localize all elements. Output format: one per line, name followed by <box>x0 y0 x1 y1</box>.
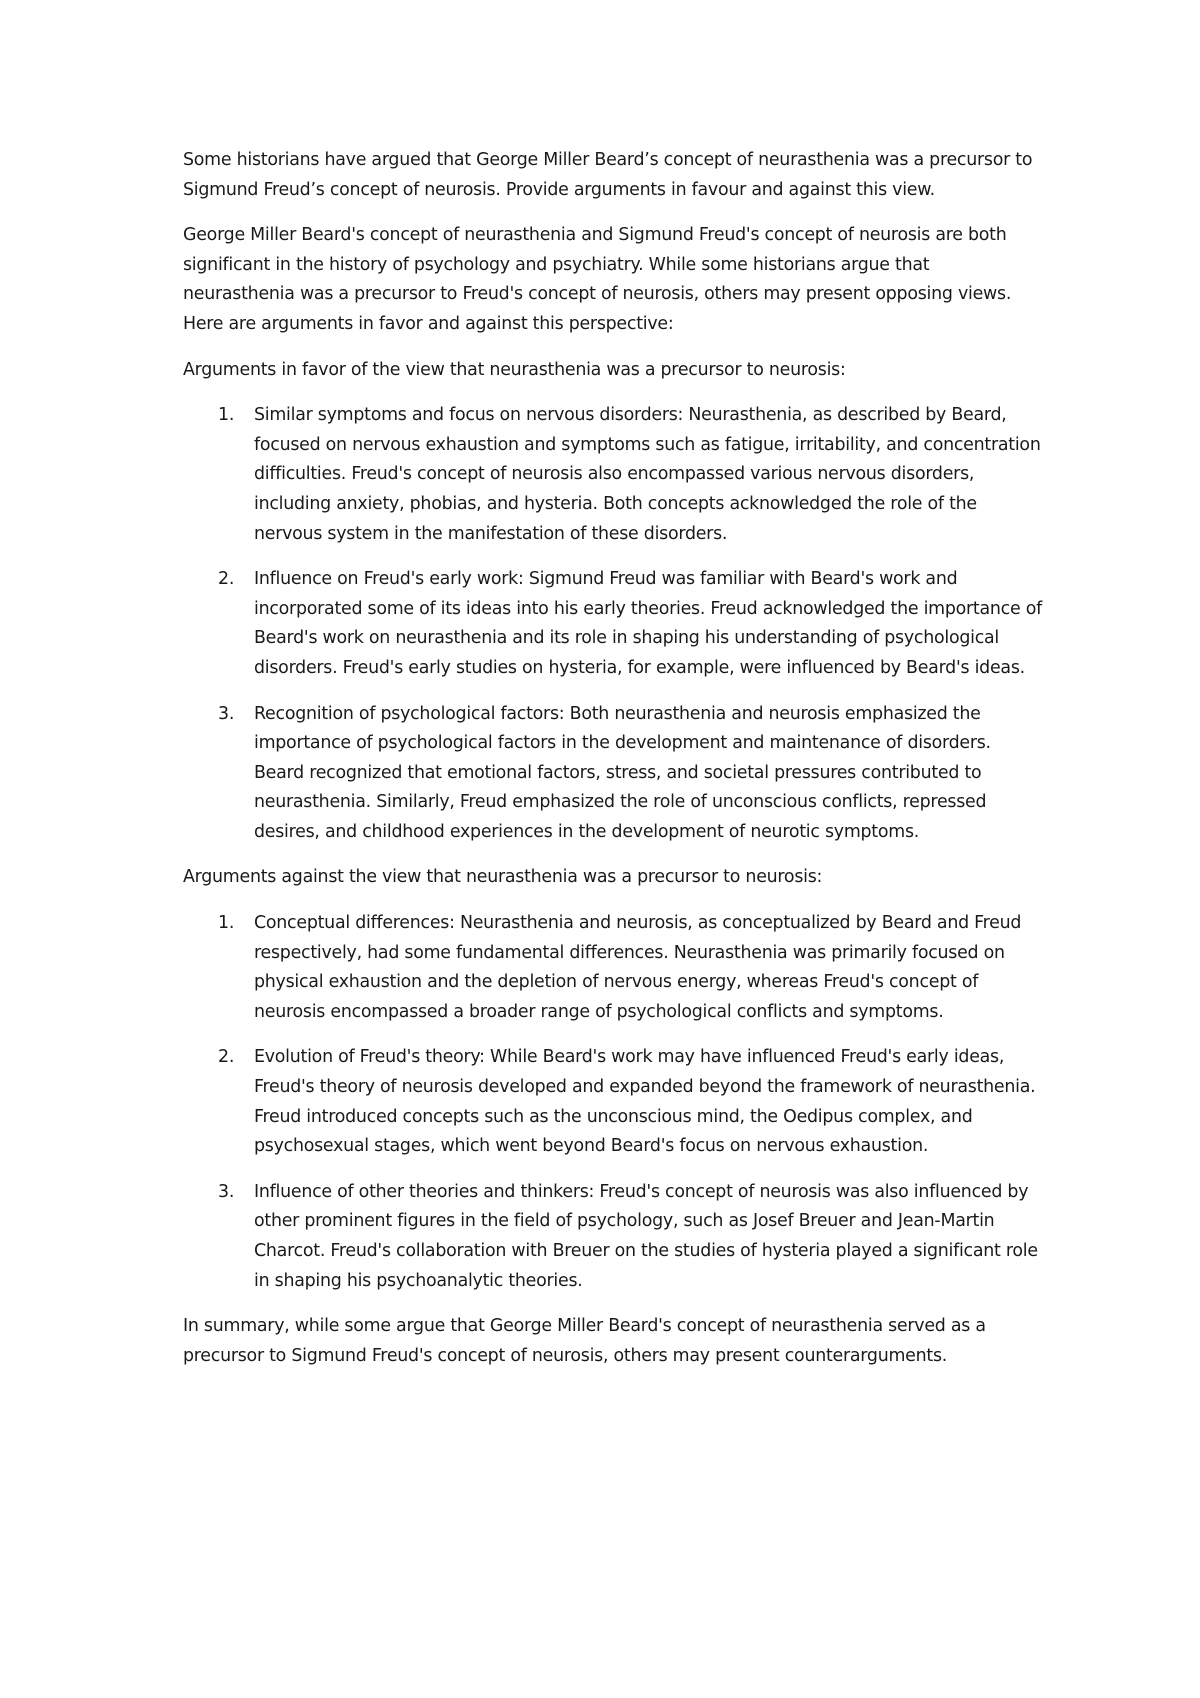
list-item <box>183 401 1043 549</box>
list-number: 2. <box>218 1047 235 1068</box>
essay-question: Some historians have argued that George Miller Beard’s concept of neurasthenia was a precursor to Sigmund Freud’s concept of neurosis. Provide arguments in favour and against this view. <box>183 150 1033 200</box>
list-number: 2. <box>218 569 235 590</box>
list-number: 1. <box>218 913 235 934</box>
list-item <box>183 1043 1043 1161</box>
list-item <box>183 700 1043 848</box>
list-item <box>183 909 1043 1027</box>
favor-list <box>183 401 1043 847</box>
list-item <box>183 565 1043 683</box>
list-item <box>183 1178 1043 1296</box>
list-item-text: Similar symptoms and focus on nervous disorders: Neurasthenia, as described by Beard, focused on nervous exhaustion and symptoms such as fatigue, irritability, and concentration difficulties. Freud's concept of neurosis also encompassed various nervous disorders, including anxiety, phobias, and hysteria. Both concepts acknowledged the role of the nervous system in the manifestation of these disorders. <box>254 405 1041 544</box>
list-item-text: Evolution of Freud's theory: While Beard's work may have influenced Freud's early ideas, Freud's theory of neurosis developed and expanded beyond the framework of neurasthenia. Freud introduced concepts such as the unconscious mind, the Oedipus complex, and psychosexual stages, which went beyond Beard's focus on nervous exhaustion. <box>254 1047 1036 1157</box>
document-page <box>183 146 1043 1387</box>
list-item-text: Influence of other theories and thinkers: Freud's concept of neurosis was also influenced by other prominent figures in the field of psychology, such as Josef Breuer and Jean-Martin Charcot. Freud's collaboration with Breuer on the studies of hysteria played a significant role in shaping his psychoanalytic theories. <box>254 1181 1038 1291</box>
favor-heading: Arguments in favor of the view that neurasthenia was a precursor to neurosis: <box>183 359 846 380</box>
against-list <box>183 909 1043 1296</box>
list-number: 3. <box>218 1181 235 1202</box>
summary-paragraph: In summary, while some argue that George Miller Beard's concept of neurasthenia served as a precursor to Sigmund Freud's concept of neurosis, others may present counterarguments. <box>183 1316 986 1366</box>
list-number: 1. <box>218 405 235 426</box>
list-item-text: Influence on Freud's early work: Sigmund Freud was familiar with Beard's work and incorporated some of its ideas into his early theories. Freud acknowledged the importance of Beard's work on neurasthenia and its role in shaping his understanding of psychological disorders. Freud's early studies on hysteria, for example, were influenced by Beard's ideas. <box>254 569 1042 678</box>
list-item-text: Recognition of psychological factors: Both neurasthenia and neurosis emphasized the importance of psychological factors in the development and maintenance of disorders. Beard recognized that emotional factors, stress, and societal pressures contributed to neurasthenia. Similarly, Freud emphasized the role of unconscious conflicts, repressed desires, and childhood experiences in the development of neurotic symptoms. <box>254 703 991 842</box>
against-heading: Arguments against the view that neurasthenia was a precursor to neurosis: <box>183 867 823 888</box>
intro-paragraph: George Miller Beard's concept of neurasthenia and Sigmund Freud's concept of neurosis are both significant in the history of psychology and psychiatry. While some historians argue that neurasthenia was a precursor to Freud's concept of neurosis, others may present opposing views. Here are arguments in favor and against this perspective: <box>183 225 1012 334</box>
list-number: 3. <box>218 703 235 724</box>
list-item-text: Conceptual differences: Neurasthenia and neurosis, as conceptualized by Beard and Freud respectively, had some fundamental differences. Neurasthenia was primarily focused on physical exhaustion and the depletion of nervous energy, whereas Freud's concept of neurosis encompassed a broader range of psychological conflicts and symptoms. <box>254 913 1022 1022</box>
